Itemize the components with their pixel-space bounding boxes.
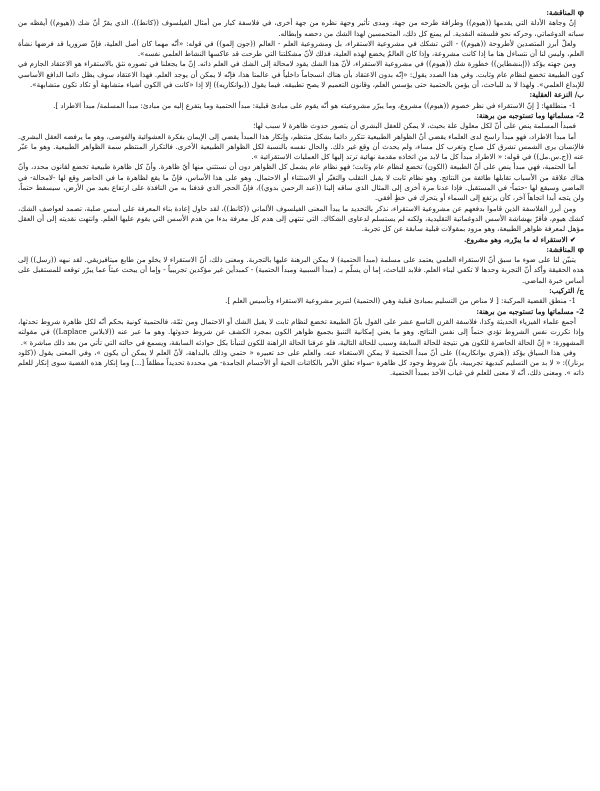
paragraph: أجمع علماء الفيزياء الحديثة وكذا، فلاسفة القرن التاسع عشر على القول بأنّ الطبيعة تخضع لنظام ثابت لا يقبل الشك أو الاحتمال ومن ثمّة، فالحتمية كونية بحكم أنّه لكل ظاهرة شروط تحدثها، وإذا تكررت نفس الشروط تؤدي حتماً إلى نفس النتائج. وهو ما يعني إمكانية التنبؤ بجميع ظواهر الكون بمجرد الكشف عن شروط حدوثها. وهو ما عبر عنه ((لابلاس Laplace)) في مقولته المشهورة: « إنّ الحالة الحاضرة للكون هي نتيجة للحالة السابقة وسبب للحالة التالية، فلو عرفنا الحالة الراهنة للكون لتنبأنا بكل حوادثه السابقة، ويسمع في حالته التي تأتي من بعد ذلك مباشرة ». [18, 316, 584, 347]
subheading: 2- مسلماتها وما تستوجبه من برهنة: [476, 306, 584, 316]
paragraph: إنّ وجاهة الأدلة التي يقدمها ((هيوم)) وطرافة طرحه من جهة، ومدى تأثير وجهة نظره من جهة أخرى، في فلاسفة كبار من أمثال الفيلسوف ((كانط))، الذي يقرّ أنّ شك ((هيوم)) أيقظه من سباته الدوغماتي، وحركه نحو فلسفته النقدية. لم يمنع كل ذلك، المتحمسين لهذا الشك من دحضه وإبطاله. [18, 18, 584, 38]
subheading: 2- مسلماتها وما تستوجبه من برهنة: [476, 110, 584, 120]
synthesis-section [18, 286, 584, 379]
paragraph: فمبدأ المسلمة ينص على أنّ لكل معلول علة بحيث، لا يمكن للعقل البشري أن يتصور حدوث ظاهرة لا سبب لها؛ [253, 121, 576, 131]
paragraph: ومن أبرز الفلاسفة الذين قاموا بدفعهم عن مشروعية الاستقراء، نذكر بالتحديد ما يبدأ المعنى الفيلسوف الألماني ((كانط))، لقد حاول إعادة بناء المعرفة على أسس صلبة، تصمد لعواصف الشك، كشك هيوم، فأقرّ بهشاشة الأسس الدوغماتية التقليدية، ولكنه لم يستسلم لدعاوى الشكاك. التي تنتهي إلى هدم كل معرفة بدءا من هدم الأسس التي يقوم عليها العلم. وانتهت نقديته إلى أن العقل مؤهل لمعرفة ظواهر الطبيعة، وهو مزود بمقولات قبلية سابقة عن كل تجربة. [18, 203, 584, 234]
section-heading: φ المناقشة: [546, 8, 584, 17]
paragraph: أما مبدأ الاطراد، فهو مبدأ راسخ لدى العلماء يقضي أنّ الظواهر الطبيعية تتكرر دائما بشكل منتظم، وإنكار هذا المبدأ يقضي إلى الإيمان بفكرة العشوائية والفوضى، وهو ما يرفضه العقل البشري. فالإنسان يرى الشمس تشرق كل صباح وتغرب كل مساء، ولم يحدث أن وقع غير ذلك. والحال نفسه بالنسبة لكل الظواهر الطبيعية الأخرى. فالتكرار المنتظم سمة الظواهر الطبيعية. وهو ما عبّر عنه ((ج.س.مل)) في قوله: « الاطراد مبدأ كل ما لابد من اتخاذه مقدمة نهائية ترتد إليها كل العمليات الاستقرائية ». [18, 131, 584, 162]
paragraph: 1- منطق القضية المركبة: [ لا مناص من التسليم بمبادئ قبلية وهي (الحتمية) لتبرير مشروعية الاستقراء وتأسيس العلم ]. [225, 296, 576, 306]
discussion-section-1 [18, 8, 584, 90]
section-heading: ب/ النزعة العقلية: [529, 90, 584, 100]
paragraph: ولعلّ أبرز المتصدين لأطروحة ((هيوم)) - التي تشكك في مشروعية الاستقراء، بل ومشروعية العلم - العالم ((جون إلمو)) في قوله: «أنّه مهما كان أصل العلية، فإنّ ضروريا قد فرضها نشأة العلم، وليس لنا أن نتساءل هنا ما إذا كانت مشروعة، وإذا كان العالمُ يخضع لهذه العلية، فذلك لأنّ مشكلتنا التي طرحت قد عاكسها النشاط العلمي نفسه». [18, 38, 584, 59]
conclusion-line: ✔ الاستقراء له ما يبرّره، وهو مشروع. [463, 234, 576, 244]
paragraph: ومن جهته يؤكد ((إبنشطاين)) خطورة شك ((هيوم)) في مشروعية الاستقراء، لأنّ هذا الشك يقود لامحالة إلى الشك في العلم ذاته. إنّ ما يجعلنا في تصوره نثق بالاستقراء هو الاعتقاد الجازم في كون الطبيعة تخضع لنظام عام وثابت. وفي هذا الصدد يقول: «إنّه بدون الاعتقاد بأن هناك انسجاماً داخلياً في عالمنا هذا، فإنّه لا يمكن أن يوجد العلم. فهذا الاعتقاد سوف يظل دائما الدافع الأساسي للإبداع العلمي». ولهذا لا بد للباحث، أن يؤمن بالحتمية حتى يؤسس العلم، وقانون التعميم لا يصح تطبيقه. فيما يقول ((بوانكاريه)) إلا إذا «كانت في الكون أشياء متشابهة أو تكاد تكون متشابهة». [18, 59, 584, 90]
discussion-section-2 [18, 245, 584, 286]
rationalist-section [18, 90, 584, 244]
paragraph: 1- منطلقها: [ إنّ الاستقراء في نظر خصوم ((هيوم)) مشروع، وما يبرّر مشروعيته هو أنّه يقوم على مبادئ قبلية: مبدأ الحتمية وما يتفرع إليه من مبادئ: مبدأ المسلمة/ مبدأ الاطراد ]. [53, 100, 576, 110]
paragraph: وفي هذا السياق يؤكد ((هنري بوانكاريه)) على أنّ مبدأ الحتمية لا يمكن الاستغناء عنه. والعلم على حد تعبيره « حتمي وذلك بالبداهة، لأنّ العلم لا يمكن أن يكون »، وفي المعنى يقول ((كلود برنار)): « لا بد من التسليم كبديهة تجريبية، بأنّ شروط وجود كل ظاهرة -سواء تعلق الأمر بالكائنات الحية أو الأجسام الجامدة- هي محددة تحديداً مطلقاً [...] وما إنكار هذه القضية سوى إنكار للعلم ذاته ». ومعنى ذلك، أنّه لا معنى للعلم في غياب الأخذ بمبدأ الحتمية. [18, 347, 584, 378]
paragraph: أما الحتمية، فهي مبدأ ينص على أنّ الطبيعة (الكون) تخضع لنظام عام وثابت؛ فهو نظام عام يشمل كل الظواهر دون أن نستثني منها أيّ ظاهرة. وأنّ كل ظاهرة طبيعية تخضع لقانون محدد، وأنّ هناك علاقة من الأسباب تقابلها طائفة من النتائج. وهو نظام ثابت لا يقبل التقلب والتغيّر أو الاستثناء أو الاحتمال. وهو على هذا الأساس، فإنّ ما يقع لظاهرة ما في الحاضر وقع لها -لامحالة- في الماضي وسيقع لها -حتماً- في المستقبل. فإذا عدنا مرة أخرى إلى المثال الذي ساقه إلينا ((عبد الرحمن بدوي))، فإنّ الحجر الذي قذفنا به من النافذة على ارتفاع بعيد من الأرض، سيسقط حتماً، ولن يتجه أبدا اتجاهاً آخر، كأن يرتفع إلى السماء أو يتحرك في خطٍ أفقي. [18, 162, 584, 203]
paragraph: يتبيّن لنا على ضوء ما سبق أنّ الاستقراء العلمي يعتمد على مسلمة (مبدأ الحتمية) لا يمكن البرهنة عليها بالتجربة. ومعنى ذلك، أنّ الاستقراء لا يخلو من طابع ميتافيزيقي. لقد نبهه ((رسل)) إلى هذه الحقيقة وأكد أنّ التجربة وحدها لا تكفي لبناء العلم. فلابد للباحث، إما أن يسلّم بـ (مبدأ السببية ومبدأ الحتمية) - كمبدأين غير مؤكدين تجريبياً - وإما أن يبحث عبثاً عما يبرّر توقعه للمستقبل على أساس خبرة الماضي. [18, 255, 584, 285]
section-heading: φ المناقشة: [546, 244, 584, 254]
section-heading: ج/ التركيب: [549, 286, 584, 296]
